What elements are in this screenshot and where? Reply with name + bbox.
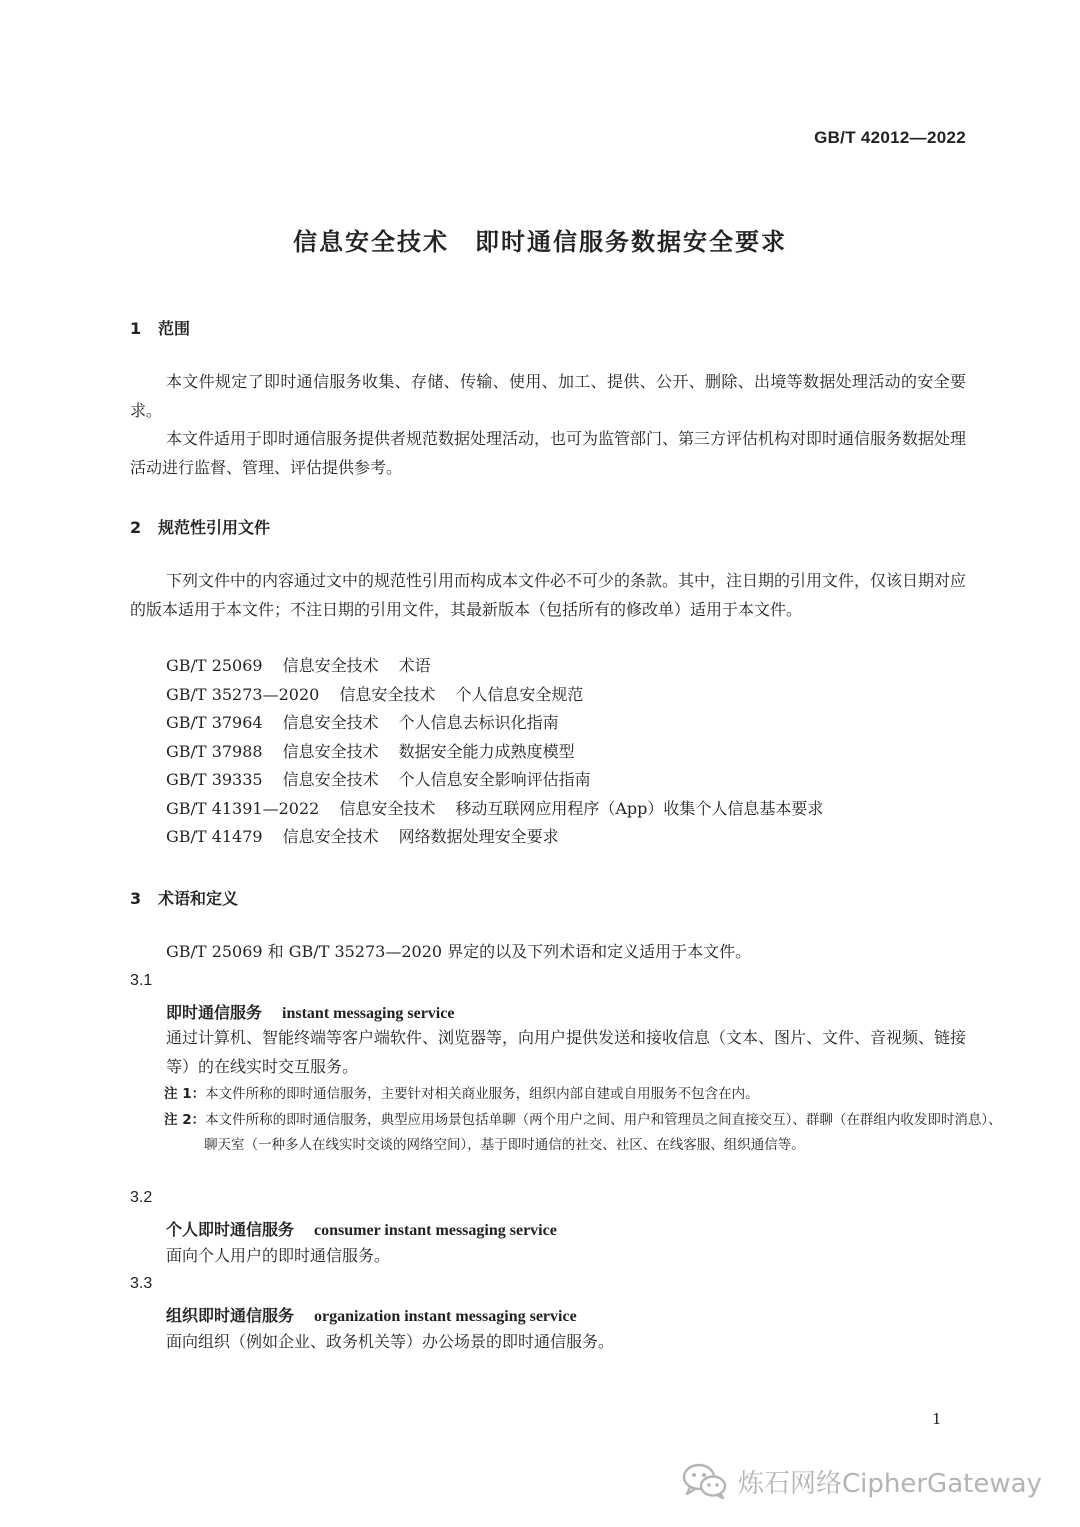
reference-title: 移动互联网应用程序（App）收集个人信息基本要求 [455, 799, 824, 818]
reference-item [166, 652, 431, 681]
term-note [164, 1108, 1006, 1158]
term-number: 3.3 [130, 1275, 153, 1292]
section-1-heading [130, 316, 190, 339]
watermark [682, 1462, 1042, 1500]
paragraph: 本文件规定了即时通信服务收集、存储、传输、使用、加工、提供、公开、删除、出境等数据处理活动的安全要求。 [130, 372, 966, 420]
section-number: 1 [130, 319, 142, 338]
term-heading [166, 1217, 557, 1240]
reference-category: 信息安全技术 [339, 685, 436, 704]
term-name-zh: 组织即时通信服务 [166, 1306, 295, 1325]
note-text: 本文件所称的即时通信服务，主要针对相关商业服务，组织内部自建或自用服务不包含在内。 [205, 1086, 759, 1102]
reference-category: 信息安全技术 [282, 742, 379, 761]
reference-item [166, 738, 575, 767]
term-name-zh: 个人即时通信服务 [166, 1220, 295, 1239]
page-number: 1 [932, 1410, 942, 1428]
paragraph: 本文件适用于即时通信服务提供者规范数据处理活动，也可为监管部门、第三方评估机构对即时通信服务数据处理活动进行监督、管理、评估提供参考。 [130, 429, 967, 477]
term-name-en: organization instant messaging service [314, 1308, 577, 1325]
term-definition: 面向组织（例如企业、政务机关等）办公场景的即时通信服务。 [166, 1332, 615, 1351]
term-definition: 通过计算机、智能终端等客户端软件、浏览器等，向用户提供发送和接收信息（文本、图片、文件、音视频、链接等）的在线实时交互服务。 [166, 1028, 967, 1076]
section-3-heading [130, 886, 238, 909]
reference-title: 网络数据处理安全要求 [398, 827, 559, 846]
reference-code: GB/T 37964 [166, 713, 263, 732]
paragraph: 下列文件中的内容通过文中的规范性引用而构成本文件必不可少的条款。其中，注日期的引用文件，仅该日期对应的版本适用于本文件；不注日期的引用文件，其最新版本（包括所有的修改单）适用于本文件。 [130, 571, 967, 619]
reference-category: 信息安全技术 [282, 713, 379, 732]
reference-item [166, 823, 559, 852]
reference-code: GB/T 41391—2022 [166, 799, 320, 818]
term-name-zh: 即时通信服务 [166, 1003, 263, 1022]
term-definition: 面向个人用户的即时通信服务。 [166, 1246, 391, 1265]
reference-item [166, 681, 583, 710]
reference-category: 信息安全技术 [339, 799, 436, 818]
term-heading [166, 1000, 454, 1023]
reference-code: GB/T 37988 [166, 742, 263, 761]
reference-code: GB/T 25069 [166, 656, 263, 675]
reference-code: GB/T 41479 [166, 827, 263, 846]
reference-code: GB/T 39335 [166, 770, 263, 789]
reference-code: GB/T 35273—2020 [166, 685, 320, 704]
reference-item [166, 766, 591, 795]
section-title: 范围 [158, 319, 191, 338]
reference-category: 信息安全技术 [282, 770, 379, 789]
document-title: 信息安全技术 即时通信服务数据安全要求 [293, 228, 787, 256]
reference-title: 个人信息安全影响评估指南 [398, 770, 591, 789]
section-number: 3 [130, 889, 142, 908]
watermark-text: 炼石网络CipherGateway [738, 1468, 1042, 1499]
reference-category: 信息安全技术 [282, 656, 379, 675]
reference-title: 个人信息安全规范 [455, 685, 584, 704]
note-label: 注 1： [164, 1086, 206, 1102]
section-title: 术语和定义 [158, 889, 239, 908]
reference-title: 数据安全能力成熟度模型 [398, 742, 575, 761]
reference-category: 信息安全技术 [282, 827, 379, 846]
note-text: 本文件所称的即时通信服务，典型应用场景包括单聊（两个用户之间、用户和管理员之间直接交互）、群聊（在群组内收发即时消息）、聊天室（一种多人在线实时交谈的网络空间），基于即时通信的社交、社区、在线客服、组织通信等。 [204, 1112, 1002, 1153]
term-name-en: consumer instant messaging service [314, 1222, 557, 1239]
section-number: 2 [130, 518, 142, 537]
section-title: 规范性引用文件 [158, 518, 271, 537]
reference-title: 术语 [398, 656, 431, 675]
standard-number: GB/T 42012—2022 [814, 128, 966, 147]
reference-item [166, 709, 559, 738]
term-heading [166, 1303, 577, 1326]
reference-title: 个人信息去标识化指南 [398, 713, 559, 732]
term-number: 3.1 [130, 972, 153, 989]
paragraph: GB/T 25069 和 GB/T 35273—2020 界定的以及下列术语和定义适用于本文件。 [166, 942, 752, 961]
term-name-en: instant messaging service [282, 1005, 455, 1022]
reference-item [166, 795, 823, 824]
section-2-heading [130, 515, 270, 538]
term-number: 3.2 [130, 1189, 153, 1206]
term-note [164, 1082, 966, 1107]
note-label: 注 2： [164, 1112, 206, 1128]
wechat-icon [682, 1462, 728, 1500]
